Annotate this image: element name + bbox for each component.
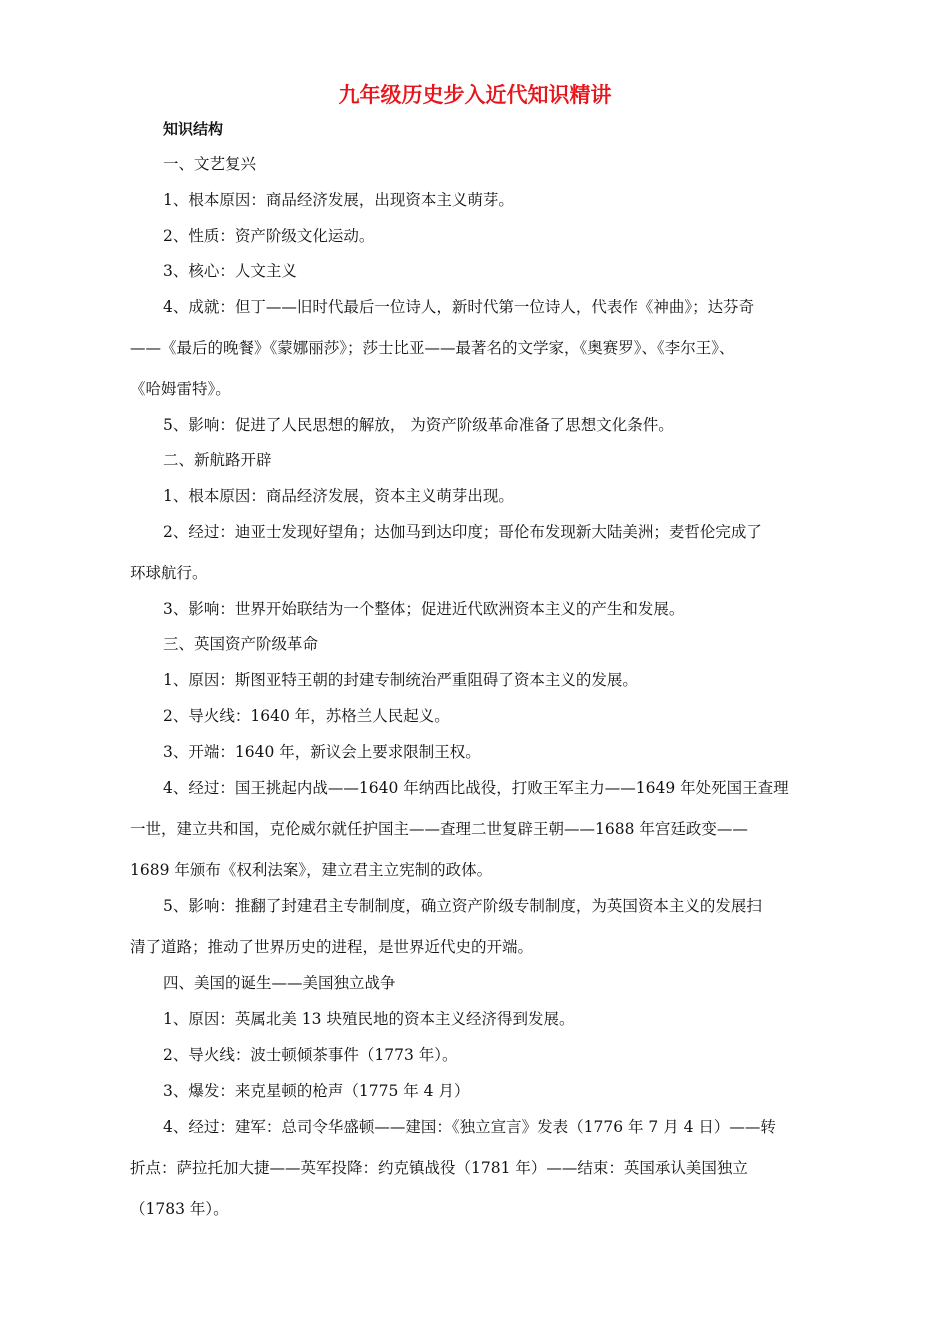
heading-new-sea-routes: 二、新航路开辟 xyxy=(163,451,272,469)
document-title: 九年级历史步入近代知识精讲 xyxy=(338,83,612,107)
paragraph-line: 一世，建立共和国，克伦威尔就任护国主——查理二世复辟王朝——1688 年宫廷政变—— xyxy=(130,820,748,838)
paragraph-line: ——《最后的晚餐》《蒙娜丽莎》；莎士比亚——最著名的文学家，《奥赛罗》、《李尔王》、 xyxy=(130,339,735,357)
paragraph-line: 3、核心：人文主义 xyxy=(163,262,297,280)
paragraph-line: 1689 年颁布《权利法案》，建立君主立宪制的政体。 xyxy=(130,861,493,879)
paragraph-line: 4、经过：国王挑起内战——1640 年纳西比战役，打败王军主力——1649 年处死国王查理 xyxy=(163,779,789,797)
paragraph-line: 《哈姆雷特》。 xyxy=(130,380,231,398)
paragraph-line: 清了道路；推动了世界历史的进程，是世界近代史的开端。 xyxy=(130,938,534,956)
heading-english-revolution: 三、英国资产阶级革命 xyxy=(163,635,319,653)
heading-renaissance: 一、文艺复兴 xyxy=(163,155,257,173)
paragraph-line: 4、经过：建军：总司令华盛顿——建国：《独立宣言》发表（1776 年 7 月 4 日）——转 xyxy=(163,1118,776,1136)
paragraph-line: 2、经过：迪亚士发现好望角；达伽马到达印度；哥伦布发现新大陆美洲；麦哲伦完成了 xyxy=(163,523,762,541)
paragraph-line: 1、原因：英属北美 13 块殖民地的资本主义经济得到发展。 xyxy=(163,1010,575,1028)
section-label: 知识结构 xyxy=(163,120,224,138)
paragraph-line: 1、根本原因：商品经济发展，出现资本主义萌芽。 xyxy=(163,191,514,209)
paragraph-line: 5、影响：促进了人民思想的解放， 为资产阶级革命准备了思想文化条件。 xyxy=(163,416,674,434)
paragraph-line: 5、影响：推翻了封建君主专制制度，确立资产阶级专制制度，为英国资本主义的发展扫 xyxy=(163,897,762,915)
heading-american-independence: 四、美国的诞生——美国独立战争 xyxy=(163,974,396,992)
paragraph-line: 折点：萨拉托加大捷——英军投降：约克镇战役（1781 年）——结束：英国承认美国独立 xyxy=(130,1159,748,1177)
paragraph-line: 2、性质：资产阶级文化运动。 xyxy=(163,227,375,245)
paragraph-line: 1、根本原因：商品经济发展，资本主义萌芽出现。 xyxy=(163,487,514,505)
paragraph-line: 3、开端：1640 年，新议会上要求限制王权。 xyxy=(163,743,481,761)
paragraph-line: 环球航行。 xyxy=(130,564,208,582)
paragraph-line: 2、导火线：1640 年，苏格兰人民起义。 xyxy=(163,707,450,725)
paragraph-line: 2、导火线：波士顿倾茶事件（1773 年）。 xyxy=(163,1046,458,1064)
paragraph-line: （1783 年）。 xyxy=(130,1200,229,1218)
paragraph-line: 3、影响：世界开始联结为一个整体；促进近代欧洲资本主义的产生和发展。 xyxy=(163,600,685,618)
paragraph-line: 4、成就：但丁——旧时代最后一位诗人，新时代第一位诗人，代表作《神曲》；达芬奇 xyxy=(163,298,755,316)
paragraph-line: 3、爆发：来克星顿的枪声（1775 年 4 月） xyxy=(163,1082,470,1100)
paragraph-line: 1、原因：斯图亚特王朝的封建专制统治严重阻碍了资本主义的发展。 xyxy=(163,671,638,689)
